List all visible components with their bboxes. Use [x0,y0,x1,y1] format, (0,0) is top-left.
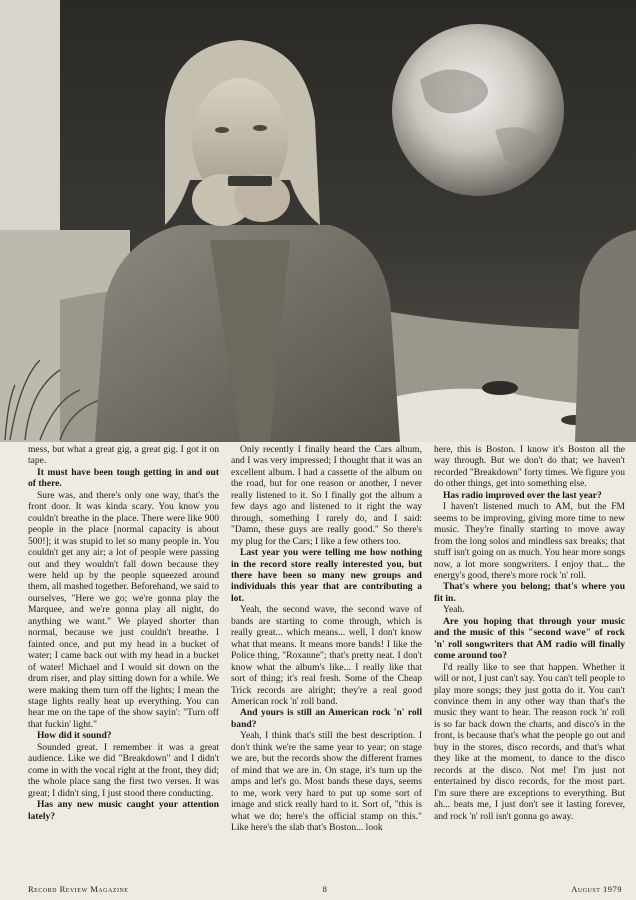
paragraph: here, this is Boston. I know it's Boston all the way through. But we don't do that; we haven't recorded "Breakdown" forty times. We figure you do other things, get into something else. [434,444,625,490]
issue-date: August 1979 [571,884,622,894]
second-person-shoulder [575,230,636,442]
photo-illustration [0,0,636,442]
article-column-2 [231,444,422,876]
right-eye [253,125,267,131]
page-footer [28,884,622,896]
interview-question: Are you hoping that through your music and the music of this "second wave" of rock 'n' roll songwriters that AM radio will finally come around too? [434,615,625,662]
article-column-3 [434,444,625,876]
interview-answer: I haven't listened much to AM, but the FM seems to be improving, giving more time to new music. They're finally starting to move away from the long solos and mindless sax breaks; that stuff isn't going on as much. You hear more songs now, a lot more songwriters. I enjoy that... the energy's good, there's more rock 'n' roll. [434,501,625,581]
paragraph: mess, but what a great gig, a great gig. I got it on tape. [28,444,219,467]
interview-answer: Yeah. [443,604,465,616]
earth-globe [392,24,564,196]
interview-question: Last year you were telling me how nothing in the record store really interested you, but there have been so many new groups and individuals this year that are contributing a lot. [231,547,422,604]
left-eye [215,127,229,133]
interview-question: And yours is still an American rock 'n' roll band? [231,707,422,730]
interview-answer: Only recently I finally heard the Cars album, and I was very impressed; I thought that it was an excellent album. I had a cassette of the album on the road, but for one reason or another, I never really listened to it. So I finally got the album a few days ago and listened to it right the way through, something I rarely do, and I said: "Damn, these guys are really good." So there's my plug for the Cars; I like a few others too. [231,444,422,547]
magazine-name: Record Review Magazine [28,884,129,894]
article-column-1 [28,444,219,876]
article-body [28,444,626,876]
interview-answer: Sounded great. I remember it was a great audience. Like we did "Breakdown" and I didn't come in with the vocal right at the front, they did; the whole place sang the first two verses. It was great; I didn't sing, I just stood there conducting. [28,741,219,799]
interview-question: Has any new music caught your attention lately? [28,799,219,822]
harmonica [228,176,272,186]
interview-answer: Sure was, and there's only one way, that's the front door. It was kinda scary. You know you couldn't breathe in the place. There were like 900 people in the place [normal capacity is about 500!]; it was stupid to let so many people in. You couldn't get any air; a lot of people were passing out and they wouldn't fall down because they were held up by the people squeezed around them, all mashed together. Beforehand, we said to ourselves, "Here we go; we're gonna play the Marquee, and we're gonna play all night, do anything we want." We played shorter than normal, because we just couldn't breathe. I fainted once, and put my head in a bucket of water; I came back out with my head in a bucket of water! Michael and I would sit down on the drum riser, and play sitting down for a while. We were making them turn off the lights; I mean the stage lights really heat up everything. You can hear me on the tape of the show sayin': "Turn off that fuckin' light." [28,489,219,730]
interview-answer: Yeah, I think that's still the best description. I don't think we're the same year to year; on stage we are, but the records show the different frames of mind that we are in. On stage, it's turn up the amps and let's go. Most bands these days, seems to me, work very hard to put up some sort of image and stick really hard to it. Sort of, "this is what we do; here's the official stamp on this." Like here's the slab that's Boston... look [231,730,422,833]
interview-question: Has radio improved over the last year? [443,489,602,501]
interview-answer: I'd really like to see that happen. Whether it will or not, I just can't say. You can't tell people to play more songs; they just gotta do it. You can't convince them in any other way than that's the music they want to hear. The reason rock 'n' roll is so far back down the charts, and disco's in the front, is because that's what the people go out and buy in the stores, disco records, and that's what they like at the moment, to dance to the disco records at the disco. Not me! I'm just not entertained by disco records, for the most part. I'm sure there are exceptions to everything. But ah... beats me, I just don't see it lasting forever, and rock 'n' roll isn't gonna go away. [434,661,625,822]
crater [482,381,518,395]
page-number: 8 [322,884,328,894]
interview-question: It must have been tough getting in and out of there. [28,466,219,490]
interview-answer: Yeah, the second wave, the second wave of bands are starting to come through, which is really great... which means... well, I don't know what that means. It means more bands! I like the Police thing, "Roxanne"; that's pretty neat. I don't know what the album's like... I really like that sort of thing; it's real fresh. Some of the Cheap Trick records are alright; they're a real good American rock 'n' roll band. [231,604,422,707]
cover-photo [0,0,636,442]
interview-question: That's where you belong; that's where you fit in. [434,581,625,604]
interview-question: How did it sound? [37,730,112,742]
